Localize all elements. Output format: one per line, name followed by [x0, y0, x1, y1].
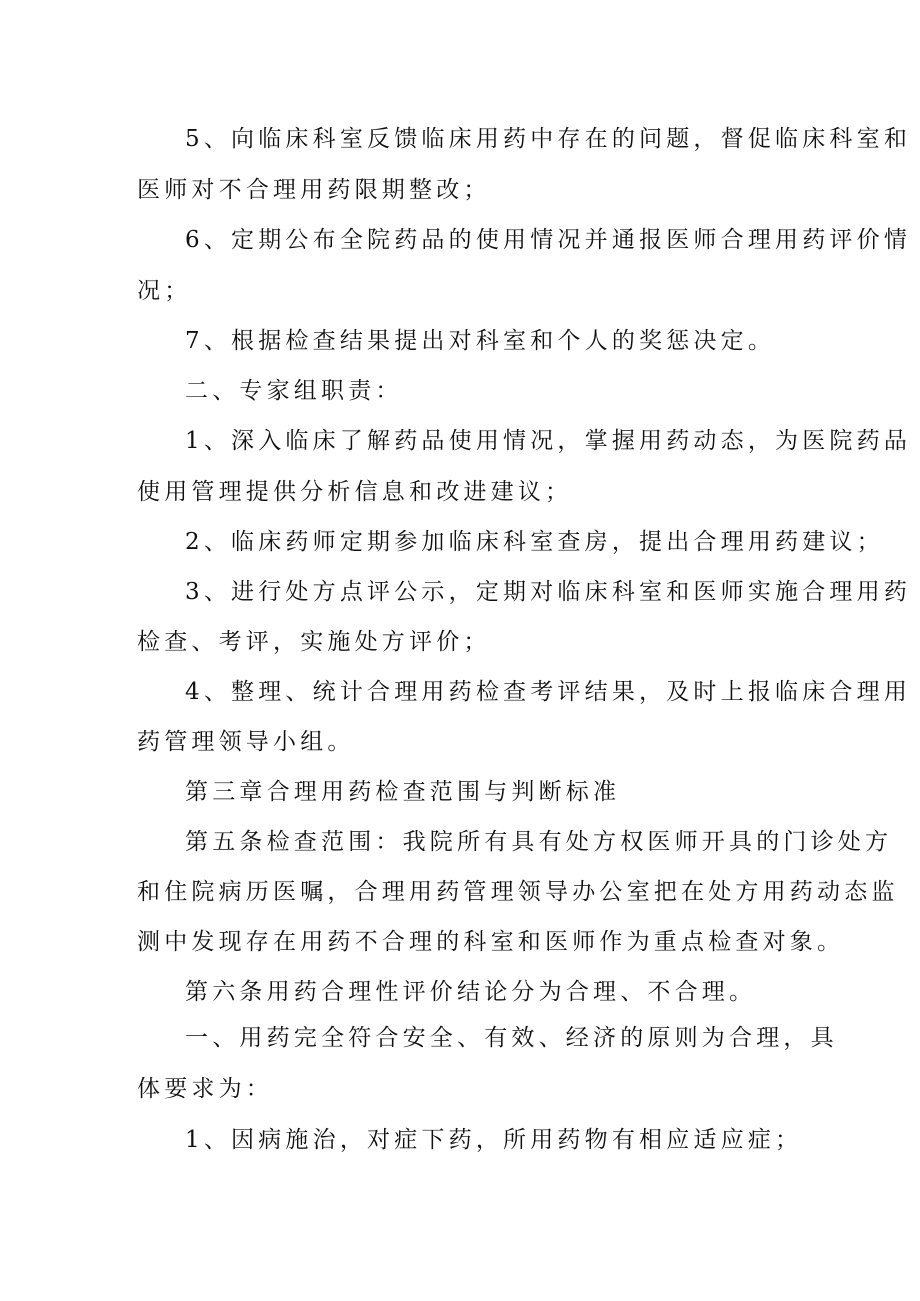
item-5-line-2: 医师对不合理用药限期整改；	[137, 177, 491, 203]
expert-item-4-line-2: 药管理领导小组。	[137, 729, 355, 755]
expert-item-4-line-1: 4、整理、统计合理用药检查考评结果，及时上报临床合理用	[185, 679, 912, 705]
article-6-line: 第六条用药合理性评价结论分为合理、不合理。	[185, 979, 757, 1005]
section-heading-expert-group: 二、专家组职责：	[185, 378, 403, 404]
expert-item-3-line-2: 检查、考评，实施处方评价；	[137, 629, 491, 655]
item-6-line-1: 6、定期公布全院药品的使用情况并通报医师合理用药评价情	[185, 227, 912, 253]
chapter-heading-3: 第三章合理用药检查范围与判断标准	[185, 779, 621, 805]
item-7-line: 7、根据检查结果提出对科室和个人的奖惩决定。	[185, 328, 776, 354]
item-5-line-1: 5、向临床科室反馈临床用药中存在的问题，督促临床科室和	[185, 126, 912, 152]
expert-item-1-line-1: 1、深入临床了解药品使用情况，掌握用药动态，为医院药品	[185, 428, 912, 454]
article-5-line-2: 和住院病历医嘱，合理用药管理领导办公室把在处方用药动态监	[137, 879, 899, 905]
article-5-line-3: 测中发现存在用药不合理的科室和医师作为重点检查对象。	[137, 929, 845, 955]
reasonable-criteria-line-1: 一、用药完全符合安全、有效、经济的原则为合理，具	[185, 1025, 838, 1051]
expert-item-1-line-2: 使用管理提供分析信息和改进建议；	[137, 479, 573, 505]
item-6-line-2: 况；	[137, 278, 192, 304]
expert-item-3-line-1: 3、进行处方点评公示，定期对临床科室和医师实施合理用药	[185, 579, 912, 605]
reasonable-criteria-line-2: 体要求为：	[137, 1076, 273, 1102]
expert-item-2-line: 2、临床药师定期参加临床科室查房，提出合理用药建议；	[185, 529, 884, 555]
article-5-line-1: 第五条检查范围：我院所有具有处方权医师开具的门诊处方	[185, 829, 893, 855]
criteria-item-1-line: 1、因病施治，对症下药，所用药物有相应适应症；	[185, 1127, 803, 1153]
